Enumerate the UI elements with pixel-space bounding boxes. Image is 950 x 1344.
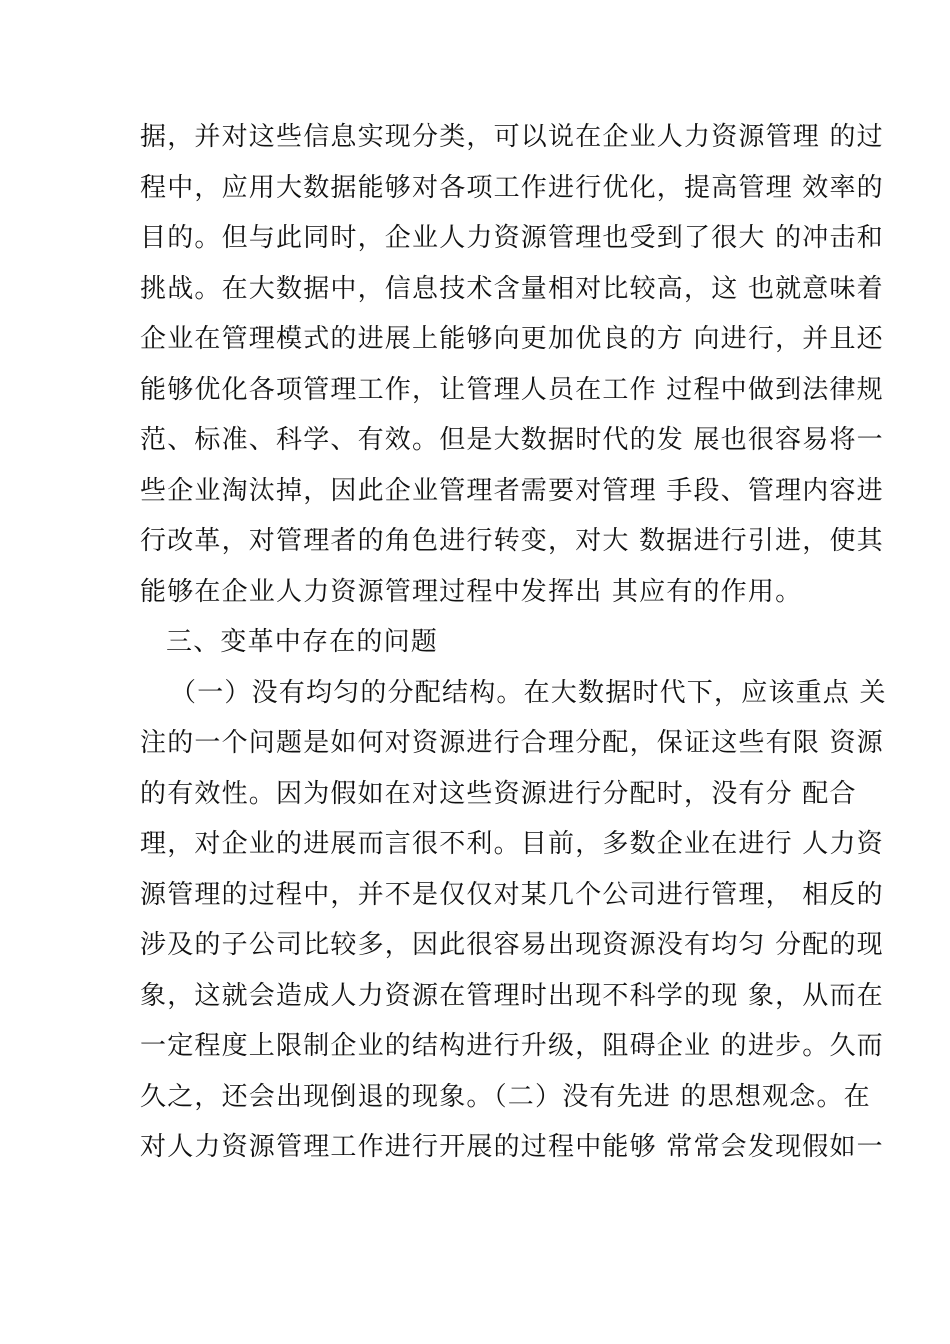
paragraph-line: 久之，还会出现倒退的现象。（二）没有先进 的思想观念。在 bbox=[140, 1081, 871, 1112]
paragraph-line: 范、标准、科学、有效。但是大数据时代的发 展也很容易将一 bbox=[140, 425, 884, 455]
paragraph-line: 的有效性。因为假如在对这些资源进行分配时，没有分 配合 bbox=[140, 778, 857, 809]
paragraph-line: 些企业淘汰掉，因此企业管理者需要对管理 手段、管理内容进 bbox=[140, 475, 884, 506]
paragraph-line: 企业在管理模式的进展上能够向更加优良的方 向进行，并且还 bbox=[140, 324, 884, 354]
paragraph-line: 挑战。在大数据中，信息技术含量相对比较高，这 也就意味着 bbox=[140, 273, 884, 304]
section-heading: 三、变革中存在的问题 bbox=[166, 627, 439, 657]
paragraph-line: 一定程度上限制企业的结构进行升级，阻碍企业 的进步。久而 bbox=[140, 1031, 884, 1061]
paragraph-line: 涉及的子公司比较多，因此很容易出现资源没有均匀 分配的现 bbox=[140, 930, 884, 960]
paragraph-line: 注的一个问题是如何对资源进行合理分配，保证这些有限 资源 bbox=[140, 728, 884, 758]
paragraph-line: 目的。但与此同时，企业人力资源管理也受到了很大 的冲击和 bbox=[140, 223, 884, 253]
paragraph-line: 对人力资源管理工作进行开展的过程中能够 常常会发现假如一 bbox=[140, 1132, 884, 1162]
paragraph-line: 源管理的过程中，并不是仅仅对某几个公司进行管理， 相反的 bbox=[140, 879, 884, 910]
document-body bbox=[140, 112, 887, 1173]
paragraph-line: 理，对企业的进展而言很不利。目前，多数企业在进行 人力资 bbox=[140, 829, 884, 859]
paragraph-line: 能够优化各项管理工作，让管理人员在工作 过程中做到法律规 bbox=[140, 374, 884, 405]
paragraph-line: 行改革，对管理者的角色进行转变，对大 数据进行引进，使其 bbox=[140, 526, 884, 556]
paragraph-line: 象，这就会造成人力资源在管理时出现不科学的现 象，从而在 bbox=[140, 980, 884, 1011]
paragraph-line: 据，并对这些信息实现分类，可以说在企业人力资源管理 的过 bbox=[140, 122, 884, 152]
paragraph-line: 程中，应用大数据能够对各项工作进行优化，提高管理 效率的 bbox=[140, 172, 884, 203]
paragraph-line: 能够在企业人力资源管理过程中发挥出 其应有的作用。 bbox=[140, 576, 803, 607]
paragraph-line: （一）没有均匀的分配结构。在大数据时代下，应该重点 关 bbox=[170, 677, 887, 708]
